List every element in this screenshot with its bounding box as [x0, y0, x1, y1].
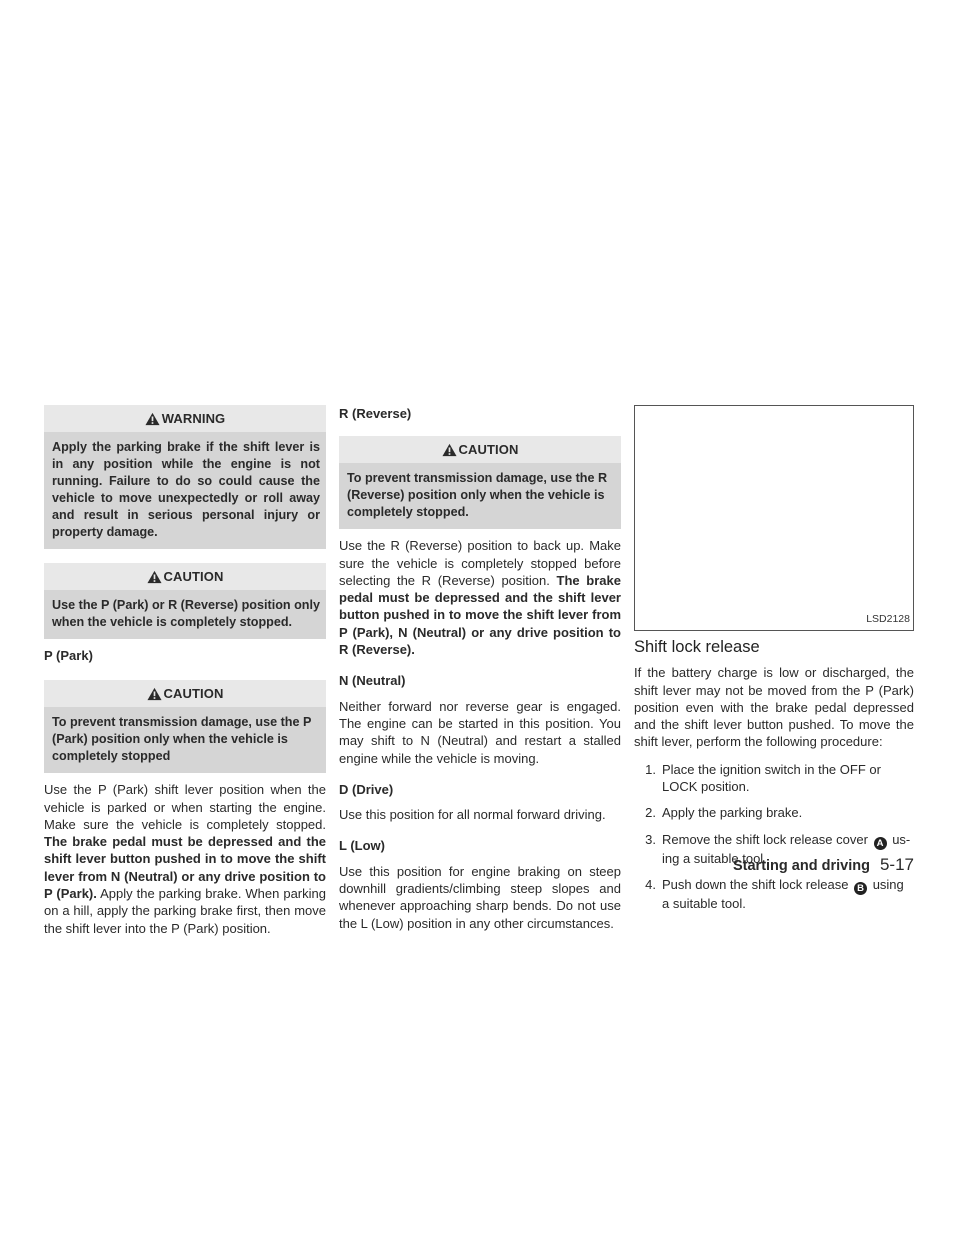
list-item: 1. Place the ignition switch in the OFF or LOCK position. [645, 761, 881, 795]
column-left [44, 405, 326, 947]
warning-text: Apply the parking brake if the shift lever is in any position while the engine is not running. Failure to do so could cause the vehicle to move unexpectedly or roll away and result in serious personal injury or property damage. [52, 440, 320, 539]
low-paragraph: Use this position for engine braking on steep downhill gradients/climbing steep slopes and whenever approaching sharp bends. Do not use the L (Low) position in any other circumstances. [339, 863, 621, 931]
shift-lock-intro: If the battery charge is low or discharged, the shift lever may not be moved from the P (Park) position even with the brake pedal depressed and the shift lever button pushed. To move the shift lever, perform the following procedure: [634, 665, 914, 750]
page-number: 5-17 [879, 855, 914, 874]
reverse-heading: R (Reverse) [339, 406, 412, 421]
section-title: Shift lock release [634, 638, 760, 656]
caution-heading: CAUTION [44, 563, 326, 590]
caution-triangle-icon [147, 687, 162, 701]
callout-a-icon: A [874, 837, 887, 850]
drive-heading: D (Drive) [339, 781, 394, 797]
low-heading: L (Low) [339, 838, 385, 854]
caution-text: To prevent transmission damage, use the R (Reverse) position only when the vehicle is completely stopped. [347, 471, 608, 520]
warning-triangle-icon [145, 412, 160, 426]
callout-b-icon: B [854, 882, 867, 895]
chapter-title: Starting and driving [732, 858, 870, 874]
caution-text: To prevent transmission damage, use the P (Park) position only when the vehicle is completely stopped [52, 715, 312, 764]
list-item: 4. Push down the shift lock release B using a suitable tool. [645, 877, 904, 912]
park-heading: P (Park) [44, 648, 93, 663]
caution-triangle-icon [442, 443, 457, 457]
caution-triangle-icon [147, 570, 162, 584]
page-footer [733, 855, 914, 875]
park-paragraph: Use the P (Park) shift lever position when the vehicle is parked or when starting the engine. Make sure the vehicle is completely stopped. The brake pedal must be depressed and the shift lever button pushed in to move the shift lever from N (Neutral) or any drive position to P (Park). Apply the parking brake. When parking on a hill, apply the parking brake first, then move the shift lever into the P (Park) position. [44, 782, 326, 936]
neutral-heading: N (Neutral) [339, 673, 406, 689]
procedure-list [634, 761, 914, 913]
caution-text: Use the P (Park) or R (Reverse) position only when the vehicle is completely stopped. [52, 598, 320, 629]
column-right [634, 405, 914, 922]
column-middle [339, 405, 621, 942]
reverse-paragraph: Use the R (Reverse) position to back up. Make sure the vehicle is completely stopped before selecting the R (Reverse) position. The brake pedal must be depressed and the shift lever button pushed in to move the shift lever from P (Park), N (Neutral) or any drive position to R (Reverse). [339, 538, 621, 658]
shift-lock-figure [634, 405, 914, 631]
caution-box-2 [44, 680, 326, 773]
list-item: 3. Remove the shift lock release cover A us- ing a suitable tool. [645, 831, 911, 866]
caution-box-3 [339, 436, 621, 529]
list-item: 2. Apply the parking brake. [645, 805, 803, 821]
figure-code: LSD2128 [866, 612, 910, 625]
caution-heading: CAUTION [44, 680, 326, 707]
neutral-paragraph: Neither forward nor reverse gear is engaged. The engine can be started in this position. You may shift to N (Neutral) and restart a stalled engine while the vehicle is moving. [339, 698, 621, 766]
warning-heading: WARNING [44, 405, 326, 432]
caution-heading: CAUTION [339, 436, 621, 463]
drive-paragraph: Use this position for all normal forward driving. [339, 807, 606, 823]
warning-box [44, 405, 326, 549]
caution-box-1 [44, 563, 326, 639]
